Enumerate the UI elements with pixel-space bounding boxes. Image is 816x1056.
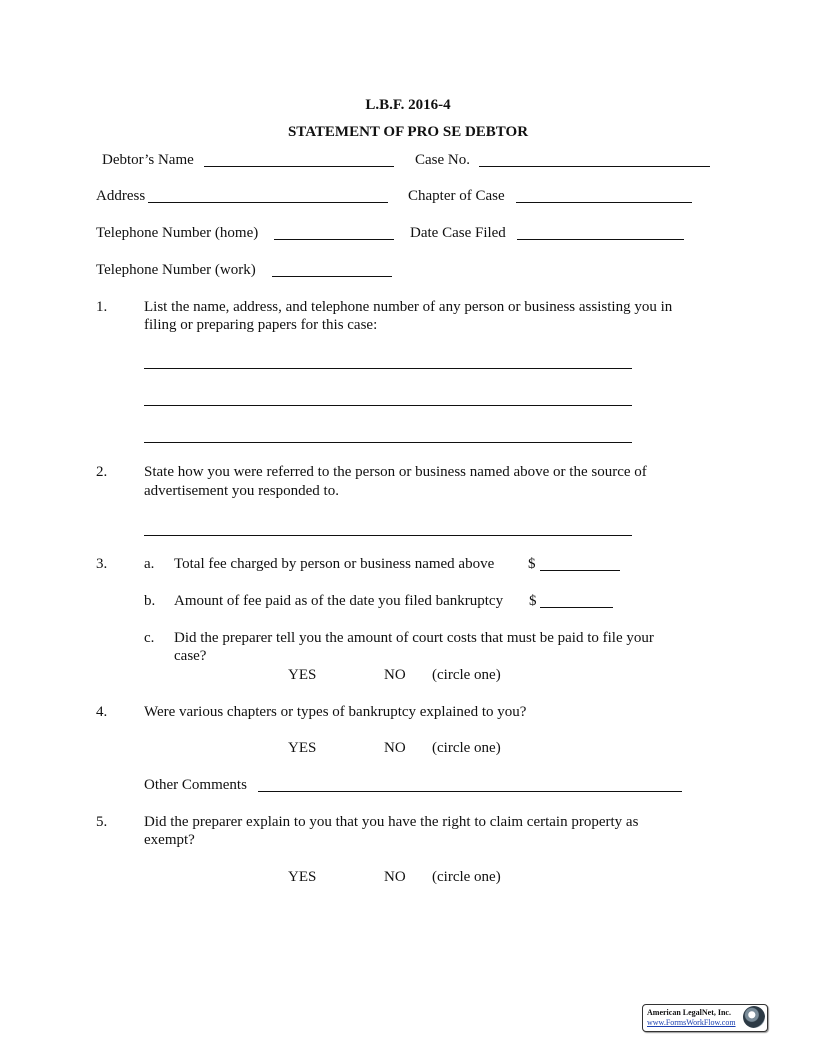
chapter-label: Chapter of Case — [408, 188, 505, 204]
q1-answer-line[interactable] — [144, 442, 632, 443]
case-no-field[interactable] — [479, 166, 710, 167]
q3c-label: c. — [144, 630, 155, 646]
q3a-amount-field[interactable] — [540, 570, 620, 571]
q5-circle-one: (circle one) — [432, 869, 501, 885]
globe-logo-icon — [743, 1006, 765, 1028]
chapter-field[interactable] — [516, 202, 692, 203]
date-filed-field[interactable] — [517, 239, 684, 240]
q4-text: Were various chapters or types of bankruptcy explained to you? — [144, 704, 527, 720]
q1-answer-line[interactable] — [144, 368, 632, 369]
q2-text-line2: advertisement you responded to. — [144, 483, 339, 499]
q3c-text-line1: Did the preparer tell you the amount of court costs that must be paid to file your — [174, 630, 654, 646]
q1-text-line1: List the name, address, and telephone number of any person or business assisting you in — [144, 299, 673, 315]
q4-number: 4. — [96, 704, 108, 720]
q3c-no-option[interactable]: NO — [384, 667, 406, 683]
debtor-name-label: Debtor’s Name — [102, 152, 194, 168]
debtor-name-field[interactable] — [204, 166, 394, 167]
tel-home-field[interactable] — [274, 239, 394, 240]
q4-no-option[interactable]: NO — [384, 740, 406, 756]
address-field[interactable] — [148, 202, 388, 203]
tel-work-label: Telephone Number (work) — [96, 262, 256, 278]
q5-text-line1: Did the preparer explain to you that you have the right to claim certain property as — [144, 814, 639, 830]
q5-no-option[interactable]: NO — [384, 869, 406, 885]
address-label: Address — [96, 188, 146, 204]
form-id: L.B.F. 2016-4 — [365, 97, 451, 113]
case-no-label: Case No. — [415, 152, 470, 168]
q3a-label: a. — [144, 556, 155, 572]
q3b-text: Amount of fee paid as of the date you filed bankruptcy — [174, 593, 504, 609]
q4-yes-option[interactable]: YES — [288, 740, 317, 756]
tel-home-label: Telephone Number (home) — [96, 225, 259, 241]
page-title: STATEMENT OF PRO SE DEBTOR — [287, 124, 529, 140]
footer-company: American LegalNet, Inc. — [647, 1008, 731, 1017]
q5-yes-option[interactable]: YES — [288, 869, 317, 885]
date-filed-label: Date Case Filed — [410, 225, 506, 241]
q3a-dollar-sign: $ — [528, 556, 536, 572]
q3b-label: b. — [144, 593, 156, 609]
footer-badge — [642, 1004, 768, 1032]
q3c-circle-one: (circle one) — [432, 667, 501, 683]
other-comments-label: Other Comments — [144, 777, 247, 793]
q4-circle-one: (circle one) — [432, 740, 501, 756]
q5-number: 5. — [96, 814, 108, 830]
q3c-text-line2: case? — [174, 648, 207, 664]
q1-answer-line[interactable] — [144, 405, 632, 406]
q3c-yes-option[interactable]: YES — [288, 667, 317, 683]
q3b-amount-field[interactable] — [540, 607, 613, 608]
q3b-dollar-sign: $ — [529, 593, 537, 609]
q2-text-line1: State how you were referred to the person or business named above or the source of — [144, 464, 647, 480]
q1-number: 1. — [96, 299, 108, 315]
q2-number: 2. — [96, 464, 108, 480]
q3a-text: Total fee charged by person or business named above — [174, 556, 495, 572]
q5-text-line2: exempt? — [144, 832, 195, 848]
other-comments-field[interactable] — [258, 791, 682, 792]
footer-url-link[interactable]: www.FormsWorkFlow.com — [647, 1018, 736, 1027]
tel-work-field[interactable] — [272, 276, 392, 277]
q2-answer-line[interactable] — [144, 535, 632, 536]
q3-number: 3. — [96, 556, 108, 572]
q1-text-line2: filing or preparing papers for this case: — [144, 317, 378, 333]
